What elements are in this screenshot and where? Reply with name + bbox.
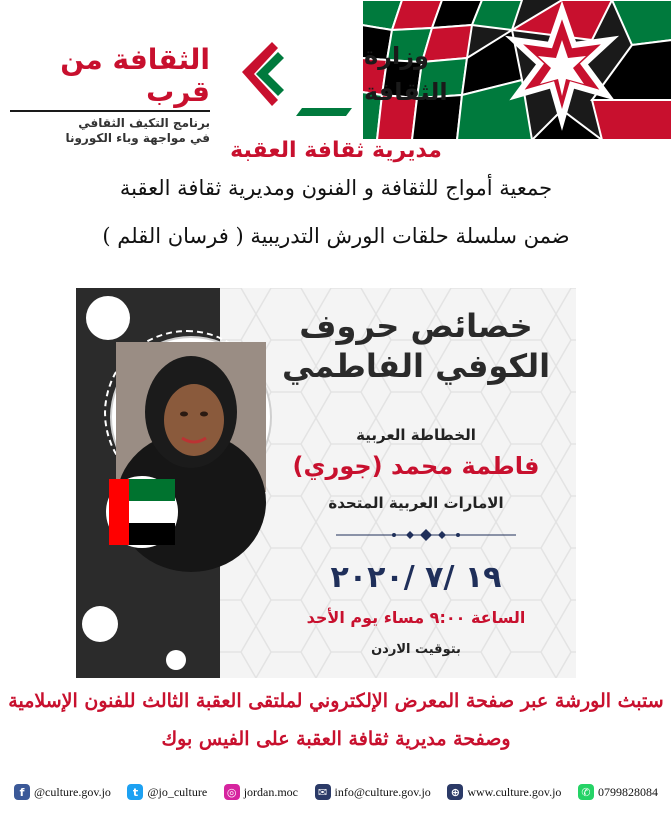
ministry-name-line-2: الثقافة <box>364 78 448 106</box>
contact-text: www.culture.gov.jo <box>467 784 562 799</box>
contact-text: @culture.gov.jo <box>34 784 111 799</box>
brand-title: الثقافة من قرب <box>60 43 210 108</box>
ministry-logo <box>232 22 448 132</box>
contact-text: 0799828084 <box>597 784 658 799</box>
instagram-icon: ◎ <box>224 784 240 800</box>
workshop-timezone: بتوقيت الاردن <box>371 642 461 657</box>
decor-dot <box>82 606 118 642</box>
uae-flag-icon <box>106 476 178 548</box>
workshop-title-line-2: الكوفي الفاطمي <box>281 347 551 385</box>
series-line: ضمن سلسلة حلقات الورش التدريبية ( فرسان القلم ) <box>102 224 570 248</box>
directorate-title: مديرية ثقافة العقبة <box>230 138 442 163</box>
ministry-name-line-1: وزارة <box>364 42 429 70</box>
contact-text: info@culture.gov.jo <box>334 784 431 799</box>
workshop-date: ١٩ /٧ /٢٠٢٠ <box>330 560 502 595</box>
contact-twitter[interactable] <box>127 784 207 800</box>
contact-bar <box>0 772 672 812</box>
brand-subtitle-1: برنامج التكيف الثقافي <box>78 116 210 130</box>
decor-dot <box>86 296 130 340</box>
calligrapher-country: الامارات العربية المتحدة <box>328 494 504 512</box>
decor-dot <box>166 650 186 670</box>
workshop-time: الساعة ٩:٠٠ مساء يوم الأحد <box>306 608 526 627</box>
whatsapp-icon: ✆ <box>578 784 594 800</box>
culture-near-logo <box>10 44 210 146</box>
web-icon: ⊕ <box>447 784 463 800</box>
contact-email[interactable] <box>315 784 431 800</box>
contact-facebook[interactable] <box>14 784 111 800</box>
brand-subtitle-2: في مواجهة وباء الكورونا <box>65 131 210 145</box>
email-icon: ✉ <box>315 784 331 800</box>
contact-whatsapp[interactable] <box>578 784 658 800</box>
contact-website[interactable] <box>447 784 561 800</box>
ornament-divider <box>336 528 516 542</box>
contact-text: @jo_culture <box>147 784 208 799</box>
brand-divider <box>10 110 210 112</box>
contact-instagram[interactable] <box>224 784 298 800</box>
workshop-title-line-1: خصائص حروف <box>299 307 533 345</box>
workshop-title <box>266 306 566 386</box>
calligrapher-role: الخطاطة العربية <box>356 426 476 444</box>
contact-text: jordan.moc <box>243 784 299 799</box>
calligrapher-photo <box>112 338 270 496</box>
broadcast-line-1: ستبث الورشة عبر صفحة المعرض الإلكتروني لملتقى العقبة الثالث للفنون الإسلامية <box>8 690 664 712</box>
facebook-icon: f <box>14 784 30 800</box>
workshop-poster <box>76 288 576 678</box>
jordan-mosaic-banner <box>362 0 672 140</box>
organizers-line: جمعية أمواج للثقافة و الفنون ومديرية ثقافة العقبة <box>119 176 553 200</box>
calligrapher-name: فاطمة محمد (جوري) <box>292 452 540 480</box>
twitter-icon: t <box>127 784 143 800</box>
broadcast-line-2: وصفحة مديرية ثقافة العقبة على الفيس بوك <box>161 728 511 750</box>
ministry-underline <box>296 108 352 116</box>
